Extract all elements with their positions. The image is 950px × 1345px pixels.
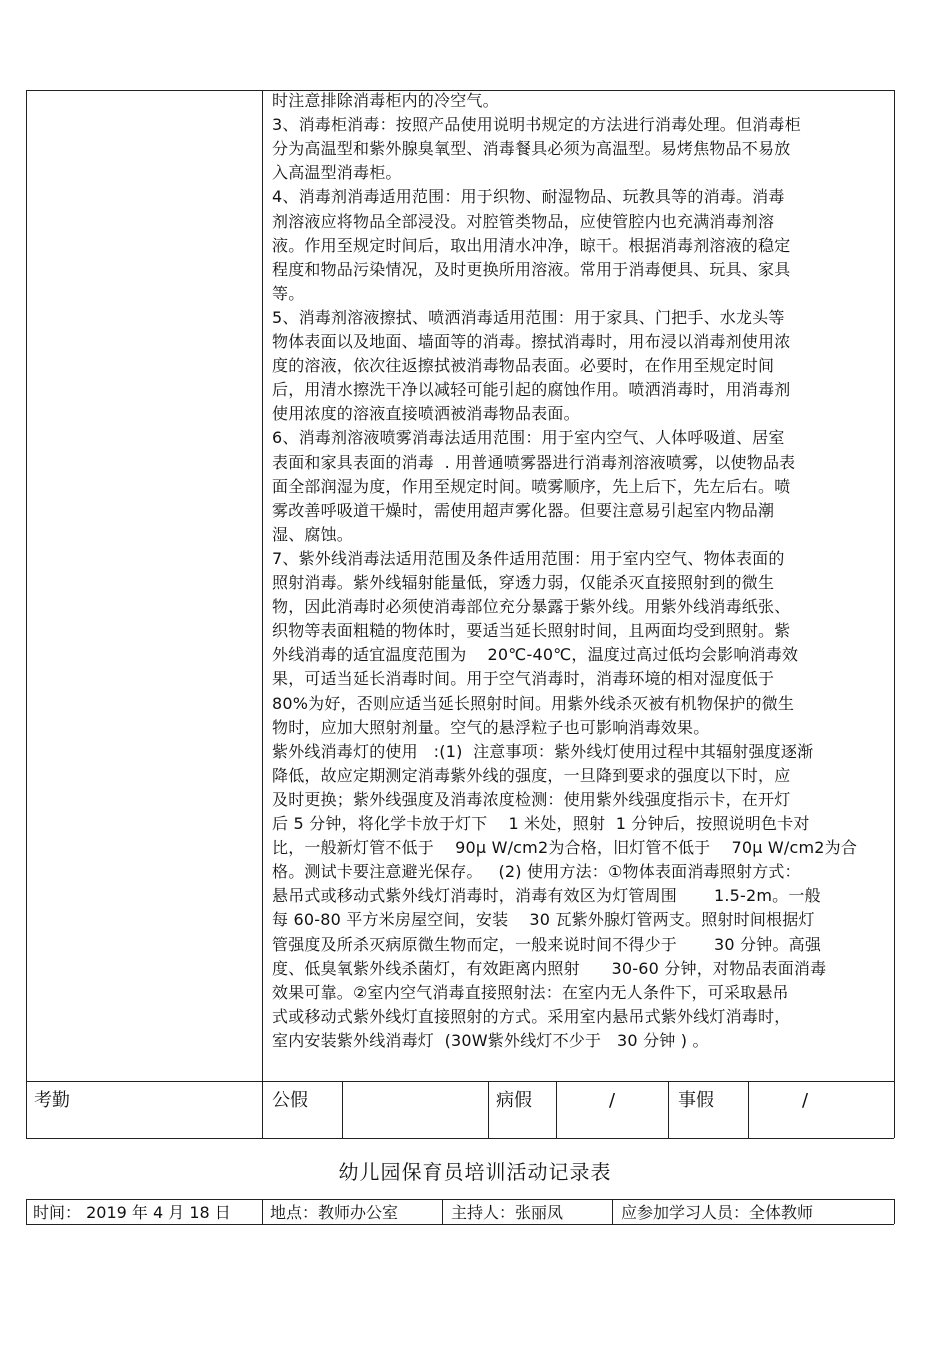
content-line: 液。作用至规定时间后，取出用清水冲净，晾干。根据消毒剂溶液的稳定 — [272, 235, 791, 255]
content-line: 4、消毒剂消毒适用范围：用于织物、耐湿物品、玩教具等的消毒。消毒 — [272, 187, 785, 207]
info-row-divider — [612, 1199, 613, 1224]
content-line: 紫外线消毒灯的使用 :(1) 注意事项：紫外线灯使用过程中其辐射强度逐渐 — [272, 741, 814, 761]
content-line: 使用浓度的溶液直接喷洒被消毒物品表面。 — [272, 404, 580, 424]
content-line: 湿、腐蚀。 — [272, 524, 354, 544]
content-line: 式或移动式紫外线灯直接照射的方式。采用室内悬吊式紫外线灯消毒时， — [272, 1006, 791, 1026]
content-line: 5、消毒剂溶液擦拭、喷洒消毒适用范围：用于家具、门把手、水龙头等 — [272, 307, 785, 327]
public-leave-label: 公假 — [272, 1090, 308, 1111]
content-line: 3、消毒柜消毒：按照产品使用说明书规定的方法进行消毒处理。但消毒柜 — [272, 115, 801, 135]
content-line: 降低，故应定期测定消毒紫外线的强度，一旦降到要求的强度以下时，应 — [272, 765, 791, 785]
content-line: 入高温型消毒柜。 — [272, 163, 402, 183]
attendance-divider — [342, 1081, 343, 1138]
content-line: 雾改善呼吸道干燥时，需使用超声雾化器。但要注意易引起室内物品潮 — [272, 500, 775, 520]
content-line: 悬吊式或移动式紫外线灯消毒时，消毒有效区为灯管周围 1.5-2m。一般 — [272, 886, 821, 906]
content-line: 物体表面以及地面、墙面等的消毒。擦拭消毒时，用布浸以消毒剂使用浓 — [272, 332, 791, 351]
content-line: 及时更换；紫外线强度及消毒浓度检测：使用紫外线强度指示卡，在开灯 — [272, 789, 791, 809]
info-row-border — [26, 1199, 27, 1224]
attendance-divider — [668, 1081, 669, 1138]
info-row-border — [894, 1199, 895, 1224]
content-line: 果，可适当延长消毒时间。用于空气消毒时，消毒环境的相对湿度低于 — [272, 669, 775, 689]
content-line: 80%为好，否则应适当延长照射时间。用紫外线杀灭被有机物保护的微生 — [272, 693, 795, 713]
content-line: 每 60-80 平方米房屋空间，安装 30 瓦紫外腺灯管两支。照射时间根据灯 — [272, 910, 815, 930]
form-title: 幼儿园保育员培训活动记录表 — [338, 1160, 612, 1184]
content-line: 等。 — [272, 283, 305, 303]
content-line: 7、紫外线消毒法适用范围及条件适用范围：用于室内空气、物体表面的 — [272, 548, 785, 568]
content-line: 度、低臭氧紫外线杀菌灯，有效距离内照射 30-60 分钟，对物品表面消毒 — [272, 958, 827, 978]
sick-leave-label: 病假 — [496, 1090, 532, 1111]
content-line: 管强度及所杀灭病原微生物而定，一般来说时间不得少于 30 分钟。高强 — [272, 934, 822, 954]
table-left-border — [26, 90, 27, 1138]
content-line: 照射消毒。紫外线辐射能量低，穿透力弱，仅能杀灭直接照射到的微生 — [272, 573, 775, 592]
attendance-label: 考勤 — [34, 1090, 70, 1111]
table-column-divider — [262, 90, 263, 1138]
content-line: 室内安装紫外线消毒灯 (30W紫外线灯不少于 30 分钟 ) 。 — [272, 1030, 709, 1050]
content-line: 织物等表面粗糙的物体时，要适当延长照射时间，且两面均受到照射。紫 — [272, 621, 791, 641]
content-line: 表面和家具表面的消毒 . 用普通喷雾器进行消毒剂溶液喷雾，以使物品表 — [272, 452, 796, 472]
personal-leave-label: 事假 — [678, 1090, 714, 1111]
attendance-divider — [488, 1081, 489, 1138]
info-row-top-border — [26, 1199, 894, 1200]
attendance-row-top-border — [26, 1081, 894, 1082]
info-row-bottom-border — [26, 1224, 894, 1225]
content-line: 效果可靠。②室内空气消毒直接照射法：在室内无人条件下，可采取悬吊 — [272, 982, 789, 1002]
info-participants: 应参加学习人员：全体教师 — [621, 1203, 814, 1222]
content-line: 程度和物品污染情况，及时更换所用溶液。常用于消毒便具、玩具、家具 — [272, 259, 791, 279]
content-line: 6、消毒剂溶液喷雾消毒法适用范围：用于室内空气、人体呼吸道、居室 — [272, 428, 785, 448]
info-row-divider — [262, 1199, 263, 1224]
table-right-border — [894, 90, 895, 1138]
content-line: 比，一般新灯管不低于 90μ W/cm2为合格，旧灯管不低于 70μ W/cm2为合 — [272, 838, 858, 858]
table-bottom-border — [26, 1138, 894, 1139]
content-line: 物时，应加大照射剂量。空气的悬浮粒子也可影响消毒效果。 — [272, 717, 710, 737]
info-place: 地点：教师办公室 — [270, 1203, 399, 1222]
attendance-divider — [556, 1081, 557, 1138]
content-line: 剂溶液应将物品全部浸没。对腔管类物品，应使管腔内也充满消毒剂溶 — [272, 211, 775, 231]
content-line: 分为高温型和紫外腺臭氧型、消毒餐具必须为高温型。易烤焦物品不易放 — [272, 139, 791, 159]
info-host: 主持人：张丽凤 — [451, 1203, 564, 1222]
content-line: 物，因此消毒时必须使消毒部位充分暴露于紫外线。用紫外线消毒纸张、 — [272, 597, 791, 617]
info-time: 时间： 2019 年 4 月 18 日 — [33, 1203, 231, 1222]
content-line: 面全部润湿为度，作用至规定时间。喷雾顺序，先上后下，先左后右。喷 — [272, 476, 791, 496]
content-line: 度的溶液，依次往返擦拭被消毒物品表面。必要时，在作用至规定时间 — [272, 356, 775, 376]
content-line: 后，用清水擦洗干净以减轻可能引起的腐蚀作用。喷洒消毒时，用消毒剂 — [272, 380, 791, 400]
content-line: 格。测试卡要注意避光保存。 (2) 使用方法：①物体表面消毒照射方式： — [272, 862, 801, 882]
content-line: 后 5 分钟，将化学卡放于灯下 1 米处，照射 1 分钟后，按照说明色卡对 — [272, 814, 810, 833]
personal-leave-value: / — [802, 1090, 809, 1111]
info-row-divider — [442, 1199, 443, 1224]
sick-leave-value: / — [609, 1090, 616, 1111]
attendance-divider — [748, 1081, 749, 1138]
content-line: 时注意排除消毒柜内的冷空气。 — [272, 91, 499, 110]
content-line: 外线消毒的适宜温度范围为 20℃-40℃，温度过高过低均会影响消毒效 — [272, 645, 799, 665]
